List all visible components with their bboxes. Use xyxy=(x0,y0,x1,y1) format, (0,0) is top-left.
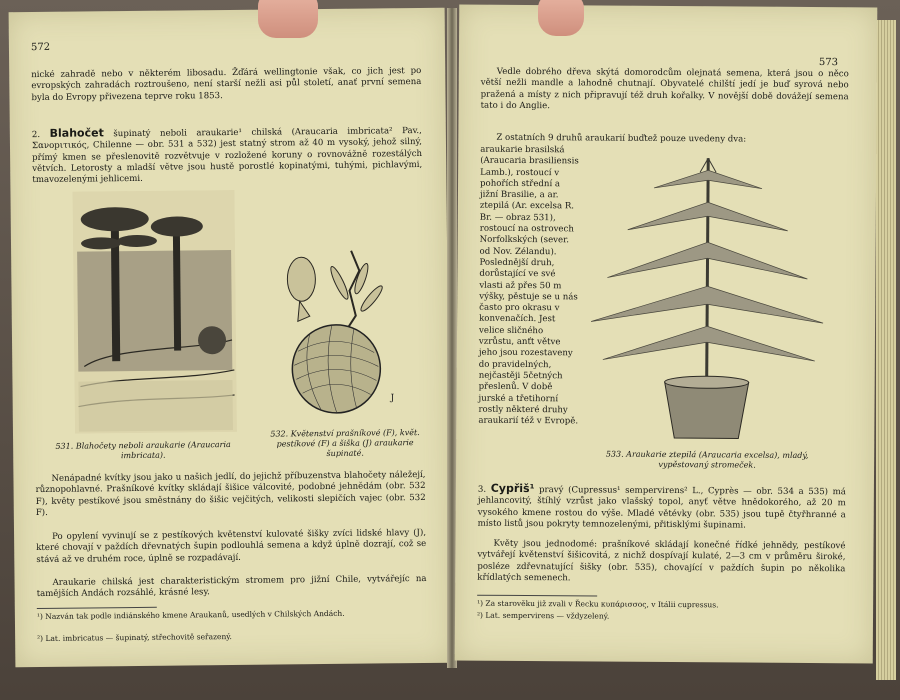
right-page xyxy=(455,5,878,664)
species-intro: Z ostatních 9 druhů araukarií buďtež pouze uvedeny dva: xyxy=(496,132,747,145)
right-thumb xyxy=(538,0,584,36)
figure-533-caption: 533. Araukarie ztepilá (Araucaria excelsa), mladý, vypěstovaný stromeček. xyxy=(605,449,809,470)
footnote-2: ²) Lat. sempervirens — vždyzelený. xyxy=(477,610,610,621)
section-body: pravý (Cupressus¹ sempervirens² L., Cyprès — obr. 534 a 535) má jehlancovitý, štíhlý vzrůst jako vlašský topol, anyť větve hnědokorého, až 20 m vysokého kmene rostou do výše. Mladé větévky (obr. 535) jsou tupě čtyřhranné a místo listů jsou pokryty temnozelenými, přitisklými šupinami. xyxy=(477,485,846,531)
paragraph-cypress-flowers: Květy jsou jednodomé: prašníkové skládají konečné řídké jehnědy, pestíkové vytvářejí květenství šišicovitá, z nichž dospívají kulaté, 2—3 cm v průměru široké, posléze zdřevnatující šišky (obr. 535), chovající v paždích šupin po několika křídlatých semenech. xyxy=(477,538,846,584)
figure-533-norfolk-pine-illustration xyxy=(582,145,836,445)
figure-531-araucaria-forest xyxy=(72,190,237,434)
intro-paragraph: nické zahradě nebo v některém libosadu. Žďárá wellingtonie však, co jich jest po evropských zahradách roztroušeno, není starší nežli asi půl století, anať první semena byla do Evropy přivezena teprve roku 1853. xyxy=(31,65,422,103)
section-body: šupinatý neboli araukarie¹ chilská (Araucaria imbricata² Pav., Σανοpιτικός, Chilenne — obr. 531 a 532) jest statný strom až 40 m vysoký, jehož silný, přímý kmen se přeslenovitě rozvětvuje v rozložené koruny o rovnovážně rozestálých větvích. Letorosty a mladší větve jsou hustě porostlé kopinatými, tuhými, pichlavými, tmavozelenými jehlicemi. xyxy=(31,125,423,186)
page-number: 573 xyxy=(818,57,839,69)
footnote-1: ¹) Nazván tak podle indiánského kmene Araukanů, usedlých v Chilských Andách. xyxy=(36,608,345,622)
paragraph-chile: Araukarie chilská jest charakteristickým stromem pro jižní Chile, vytvářejíc na tamějších Andách rozsáhlé, krásné lesy. xyxy=(36,573,427,600)
page-edges xyxy=(876,20,896,680)
footnote-1: ¹) Za starověku již zvali v Řecku κυπάρισσος, v Itálii cupressus. xyxy=(477,598,719,610)
paragraph-flowers: Nenápadné kvítky jsou jako u našich jedlí, do jejichž příbuzenstva blahočety náležejí, různopohlavné. Prašníkové kvítky skládají šišice válcovité, podobné jehnědám (obr. 532 F), květy pestíkové jsou směstnány do šišic vejčitých, velikosti slepičích vajec (obr. 532 F). xyxy=(35,469,426,518)
page-number: 572 xyxy=(30,41,51,54)
section-title: Blahočet xyxy=(49,126,104,140)
paragraph-pollination: Po opylení vyvinují se z pestíkových květenství kulovaté šišky zvíci lidské hlavy (J), které chovají v paždích dřevnatých šupin podlouhlá semena a když úplně dozrají, což se stává až ve druhém roce, úplně se rozpadávají. xyxy=(36,527,427,565)
intro-paragraph: Vedle dobrého dřeva skýtá domorodcům olejnatá semena, která jsou o něco větší nežli mandle a lahodně chutnají. Obyvatelé chilští jedí je buď syrová nebo pražená a místy z nich připravují též druh kořalky. V novější době dovážejí semena tato i do Anglie. xyxy=(480,66,849,112)
section-cypris xyxy=(478,483,846,533)
section-number: 2. xyxy=(31,129,41,141)
figure-532-cones-illustration xyxy=(279,240,421,421)
figure-532-caption: 532. Květenství prašníkové (F), květ. pestíkové (F) a šiška (J) araukarie šupinaté. xyxy=(270,428,420,458)
species-description: araukarie brasilská (Araucaria brasiliensis Lamb.), rostoucí v pohořích střední a jižní Brasilie, a ar. ztepilá (Ar. excelsa R. Br. — obraz 531), rostoucí na ostrovech Norfolkských (sever. od Nov. Zélandu). Posledněјší druh, dorůstající ve své vlasti až přes 50 m výšky, pěstuje se u nás často pro okrasu v konvenačích. Jest velice sličného vzrůstu, anťt větve jeho jsou rozestaveny do pravidelných, nejčastěji 5četných přeslenů. V době jurské a třetihorní rostly některé druhy araukarií též v Evropě. xyxy=(478,144,579,427)
left-page xyxy=(9,8,452,668)
footnote-2: ²) Lat. imbricatus — šupinatý, střechovitě seřazený. xyxy=(37,631,232,644)
section-blahocet xyxy=(32,124,423,187)
footnote-divider xyxy=(477,595,597,597)
section-title: Cypřiš¹ xyxy=(490,481,535,496)
section-number: 3. xyxy=(477,484,487,495)
left-thumb xyxy=(258,0,318,38)
footnote-divider xyxy=(37,607,157,609)
figure-531-caption: 531. Blahočety neboli araukarie (Araucaria imbricata). xyxy=(55,439,231,461)
svg-text:J: J xyxy=(390,393,395,404)
